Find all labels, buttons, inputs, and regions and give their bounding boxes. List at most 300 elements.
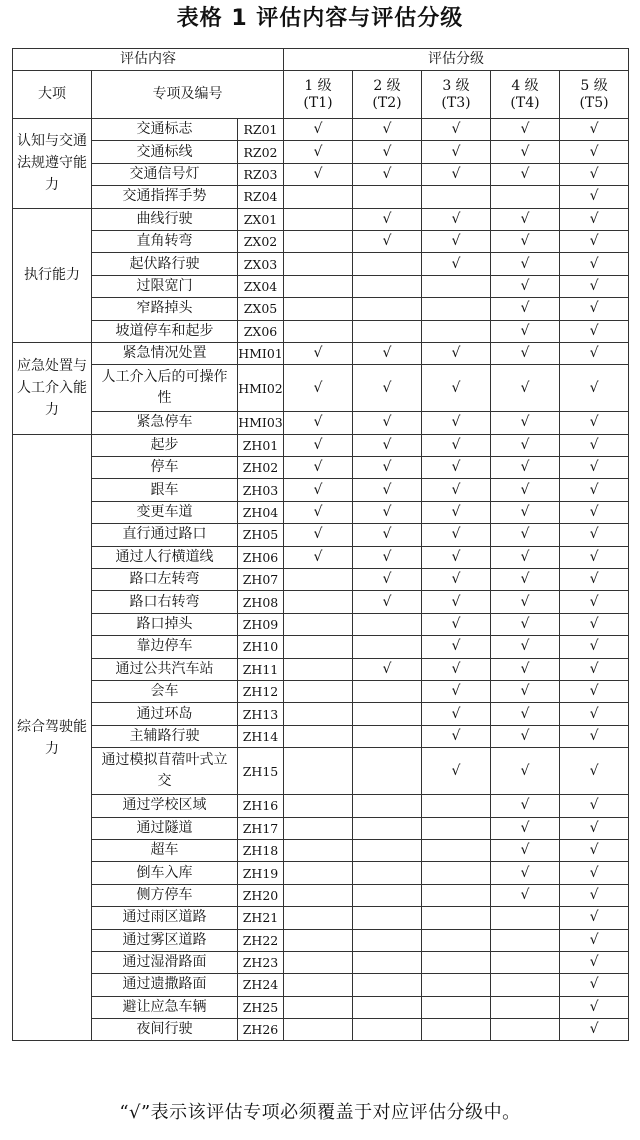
level-5-cell	[560, 703, 629, 725]
check-mark: √	[589, 526, 599, 543]
level-5-cell	[560, 163, 629, 185]
level-name: 2 级	[373, 77, 401, 94]
level-2-cell	[353, 208, 422, 230]
check-mark: √	[589, 571, 599, 588]
table-row	[13, 996, 629, 1018]
table-row	[13, 342, 629, 364]
check-mark: √	[589, 322, 599, 339]
level-5-cell	[560, 1019, 629, 1041]
item-code-cell: ZH16	[238, 795, 284, 817]
check-mark: √	[589, 121, 599, 138]
level-3-cell	[422, 996, 491, 1018]
level-3-cell	[422, 501, 491, 523]
check-mark: √	[382, 459, 392, 476]
item-code-cell: ZH23	[238, 951, 284, 973]
check-mark: √	[520, 379, 530, 396]
item-code-cell: ZH04	[238, 501, 284, 523]
item-name-cell: 通过环岛	[92, 703, 238, 725]
check-mark: √	[589, 797, 599, 814]
level-4-cell	[491, 342, 560, 364]
level-1-cell	[284, 748, 353, 795]
level-4-cell	[491, 703, 560, 725]
table-row	[13, 119, 629, 141]
header-level-4	[491, 71, 560, 119]
level-4-cell	[491, 479, 560, 501]
check-mark: √	[313, 379, 323, 396]
check-mark: √	[451, 459, 461, 476]
check-mark: √	[520, 300, 530, 317]
level-3-cell	[422, 884, 491, 906]
item-name-cell: 坡道停车和起步	[92, 320, 238, 342]
level-3-cell	[422, 703, 491, 725]
level-4-cell	[491, 434, 560, 456]
level-1-cell	[284, 141, 353, 163]
check-mark: √	[520, 571, 530, 588]
level-5-cell	[560, 208, 629, 230]
check-mark: √	[451, 727, 461, 744]
table-row	[13, 636, 629, 658]
item-code-cell: ZH17	[238, 817, 284, 839]
check-mark: √	[589, 165, 599, 182]
item-code-cell: RZ04	[238, 186, 284, 208]
check-mark: √	[520, 864, 530, 881]
check-mark: √	[589, 143, 599, 160]
level-1-cell	[284, 569, 353, 591]
level-name: 4 级	[511, 77, 539, 94]
item-code-cell: ZH14	[238, 725, 284, 747]
level-5-cell	[560, 479, 629, 501]
item-name-cell: 起步	[92, 434, 238, 456]
level-2-cell	[353, 862, 422, 884]
category-cell: 综合驾驶能力	[13, 434, 92, 1041]
check-mark: √	[451, 593, 461, 610]
item-name-cell: 过限宽门	[92, 275, 238, 297]
check-mark: √	[382, 481, 392, 498]
item-code-cell: ZH15	[238, 748, 284, 795]
check-mark: √	[520, 638, 530, 655]
level-code: (T1)	[303, 94, 333, 111]
level-2-cell	[353, 434, 422, 456]
table-row	[13, 186, 629, 208]
level-2-cell	[353, 479, 422, 501]
check-mark: √	[451, 210, 461, 227]
check-mark: √	[589, 976, 599, 993]
level-3-cell	[422, 141, 491, 163]
check-mark: √	[520, 143, 530, 160]
category-cell: 认知与交通法规遵守能力	[13, 119, 92, 209]
category-cell: 应急处置与人工介入能力	[13, 342, 92, 434]
item-code-cell: ZH19	[238, 862, 284, 884]
level-2-cell	[353, 412, 422, 434]
check-mark: √	[451, 705, 461, 722]
level-4-cell	[491, 141, 560, 163]
level-4-cell	[491, 907, 560, 929]
item-name-cell: 避让应急车辆	[92, 996, 238, 1018]
item-name-cell: 窄路掉头	[92, 298, 238, 320]
table-row	[13, 907, 629, 929]
level-1-cell	[284, 907, 353, 929]
level-1-cell	[284, 119, 353, 141]
check-mark: √	[451, 548, 461, 565]
check-mark: √	[313, 504, 323, 521]
check-mark: √	[520, 886, 530, 903]
table-row	[13, 795, 629, 817]
level-1-cell	[284, 457, 353, 479]
level-2-cell	[353, 546, 422, 568]
item-name-cell: 变更车道	[92, 501, 238, 523]
level-1-cell	[284, 817, 353, 839]
header-category: 大项	[13, 71, 92, 119]
level-4-cell	[491, 748, 560, 795]
check-mark: √	[382, 593, 392, 610]
level-4-cell	[491, 680, 560, 702]
level-5-cell	[560, 119, 629, 141]
check-mark: √	[520, 842, 530, 859]
item-name-cell: 紧急停车	[92, 412, 238, 434]
level-2-cell	[353, 1019, 422, 1041]
level-4-cell	[491, 119, 560, 141]
check-mark: √	[451, 481, 461, 498]
item-code-cell: ZX06	[238, 320, 284, 342]
level-4-cell	[491, 817, 560, 839]
level-2-cell	[353, 591, 422, 613]
level-4-cell	[491, 457, 560, 479]
check-mark: √	[451, 414, 461, 431]
check-mark: √	[382, 345, 392, 362]
level-5-cell	[560, 839, 629, 861]
level-3-cell	[422, 795, 491, 817]
level-2-cell	[353, 298, 422, 320]
level-3-cell	[422, 907, 491, 929]
level-4-cell	[491, 862, 560, 884]
check-mark: √	[520, 436, 530, 453]
level-5-cell	[560, 795, 629, 817]
level-2-cell	[353, 141, 422, 163]
level-5-cell	[560, 613, 629, 635]
level-4-cell	[491, 524, 560, 546]
check-mark: √	[451, 683, 461, 700]
table-row	[13, 434, 629, 456]
level-4-cell	[491, 569, 560, 591]
level-code: (T2)	[372, 94, 402, 111]
check-mark: √	[589, 300, 599, 317]
check-mark: √	[520, 797, 530, 814]
item-code-cell: ZH07	[238, 569, 284, 591]
level-1-cell	[284, 208, 353, 230]
check-mark: √	[589, 379, 599, 396]
level-4-cell	[491, 546, 560, 568]
check-mark: √	[451, 571, 461, 588]
level-3-cell	[422, 320, 491, 342]
check-mark: √	[313, 143, 323, 160]
check-mark: √	[520, 255, 530, 272]
table-row	[13, 817, 629, 839]
level-1-cell	[284, 974, 353, 996]
check-mark: √	[451, 255, 461, 272]
level-1-cell	[284, 412, 353, 434]
level-3-cell	[422, 591, 491, 613]
check-mark: √	[313, 121, 323, 138]
level-1-cell	[284, 613, 353, 635]
level-1-cell	[284, 658, 353, 680]
check-mark: √	[382, 571, 392, 588]
header-level-5	[560, 71, 629, 119]
item-name-cell: 通过学校区域	[92, 795, 238, 817]
check-mark: √	[451, 762, 461, 779]
level-1-cell	[284, 839, 353, 861]
check-mark: √	[382, 210, 392, 227]
item-name-cell: 曲线行驶	[92, 208, 238, 230]
level-2-cell	[353, 839, 422, 861]
level-4-cell	[491, 591, 560, 613]
level-5-cell	[560, 725, 629, 747]
level-5-cell	[560, 365, 629, 412]
item-code-cell: HMI03	[238, 412, 284, 434]
item-name-cell: 跟车	[92, 479, 238, 501]
check-mark: √	[589, 998, 599, 1015]
table-row	[13, 230, 629, 252]
check-mark: √	[589, 459, 599, 476]
check-mark: √	[520, 481, 530, 498]
item-code-cell: ZH18	[238, 839, 284, 861]
level-1-cell	[284, 795, 353, 817]
table-row	[13, 839, 629, 861]
level-3-cell	[422, 1019, 491, 1041]
level-2-cell	[353, 457, 422, 479]
level-1-cell	[284, 591, 353, 613]
check-mark: √	[589, 277, 599, 294]
level-3-cell	[422, 457, 491, 479]
level-1-cell	[284, 320, 353, 342]
level-4-cell	[491, 412, 560, 434]
check-mark: √	[520, 414, 530, 431]
item-name-cell: 交通指挥手势	[92, 186, 238, 208]
level-code: (T4)	[510, 94, 540, 111]
level-3-cell	[422, 119, 491, 141]
level-3-cell	[422, 636, 491, 658]
table-row	[13, 974, 629, 996]
check-mark: √	[589, 727, 599, 744]
check-mark: √	[520, 616, 530, 632]
item-code-cell: ZH03	[238, 479, 284, 501]
check-mark: √	[382, 379, 392, 396]
check-mark: √	[520, 504, 530, 521]
level-1-cell	[284, 996, 353, 1018]
level-2-cell	[353, 680, 422, 702]
level-5-cell	[560, 434, 629, 456]
check-mark: √	[589, 1021, 599, 1038]
item-code-cell: ZH08	[238, 591, 284, 613]
level-2-cell	[353, 907, 422, 929]
level-4-cell	[491, 951, 560, 973]
item-name-cell: 倒车入库	[92, 862, 238, 884]
table-row	[13, 1019, 629, 1041]
header-level-2	[353, 71, 422, 119]
check-mark: √	[451, 660, 461, 677]
check-mark: √	[589, 436, 599, 453]
item-name-cell: 侧方停车	[92, 884, 238, 906]
level-2-cell	[353, 951, 422, 973]
level-4-cell	[491, 501, 560, 523]
level-5-cell	[560, 457, 629, 479]
check-mark: √	[520, 683, 530, 700]
table-body	[13, 49, 629, 1041]
check-mark: √	[451, 165, 461, 182]
item-code-cell: ZX05	[238, 298, 284, 320]
table-row	[13, 703, 629, 725]
item-code-cell: ZH01	[238, 434, 284, 456]
level-1-cell	[284, 434, 353, 456]
level-5-cell	[560, 817, 629, 839]
check-mark: √	[520, 548, 530, 565]
check-mark: √	[451, 638, 461, 655]
level-1-cell	[284, 862, 353, 884]
level-4-cell	[491, 795, 560, 817]
table-row	[13, 320, 629, 342]
item-name-cell: 直行通过路口	[92, 524, 238, 546]
check-mark: √	[520, 277, 530, 294]
table-row	[13, 862, 629, 884]
level-3-cell	[422, 748, 491, 795]
assessment-table	[12, 48, 629, 1041]
level-2-cell	[353, 119, 422, 141]
level-2-cell	[353, 275, 422, 297]
level-5-cell	[560, 298, 629, 320]
item-name-cell: 通过公共汽车站	[92, 658, 238, 680]
item-code-cell: ZH22	[238, 929, 284, 951]
check-mark: √	[589, 255, 599, 272]
header-item: 专项及编号	[92, 71, 284, 119]
check-mark: √	[589, 188, 599, 205]
check-mark: √	[589, 842, 599, 859]
level-2-cell	[353, 230, 422, 252]
item-name-cell: 通过模拟苜蓿叶式立交	[92, 748, 238, 795]
check-mark: √	[520, 459, 530, 476]
level-5-cell	[560, 907, 629, 929]
check-mark: √	[589, 683, 599, 700]
check-mark: √	[382, 504, 392, 521]
level-3-cell	[422, 680, 491, 702]
check-mark: √	[313, 459, 323, 476]
check-mark: √	[589, 548, 599, 565]
level-3-cell	[422, 725, 491, 747]
check-mark: √	[313, 436, 323, 453]
level-2-cell	[353, 996, 422, 1018]
check-mark: √	[589, 819, 599, 836]
level-4-cell	[491, 636, 560, 658]
check-mark: √	[382, 143, 392, 160]
level-2-cell	[353, 501, 422, 523]
level-4-cell	[491, 996, 560, 1018]
level-3-cell	[422, 862, 491, 884]
level-4-cell	[491, 365, 560, 412]
check-mark: √	[451, 616, 461, 632]
level-3-cell	[422, 208, 491, 230]
level-5-cell	[560, 996, 629, 1018]
item-code-cell: ZH02	[238, 457, 284, 479]
check-mark: √	[451, 121, 461, 138]
item-code-cell: ZH21	[238, 907, 284, 929]
item-name-cell: 会车	[92, 680, 238, 702]
level-1-cell	[284, 1019, 353, 1041]
check-mark: √	[382, 414, 392, 431]
check-mark: √	[451, 504, 461, 521]
check-mark: √	[589, 954, 599, 971]
check-mark: √	[589, 414, 599, 431]
level-5-cell	[560, 748, 629, 795]
level-4-cell	[491, 1019, 560, 1041]
check-mark: √	[589, 660, 599, 677]
check-mark: √	[589, 931, 599, 948]
check-mark: √	[451, 143, 461, 160]
header-grading: 评估分级	[284, 49, 629, 71]
level-2-cell	[353, 365, 422, 412]
level-2-cell	[353, 748, 422, 795]
level-3-cell	[422, 298, 491, 320]
level-3-cell	[422, 546, 491, 568]
check-mark: √	[589, 481, 599, 498]
level-4-cell	[491, 974, 560, 996]
level-3-cell	[422, 230, 491, 252]
item-code-cell: ZX03	[238, 253, 284, 275]
table-row	[13, 479, 629, 501]
check-mark: √	[520, 705, 530, 722]
item-name-cell: 路口右转弯	[92, 591, 238, 613]
check-mark: √	[313, 165, 323, 182]
header-content: 评估内容	[13, 49, 284, 71]
item-code-cell: ZH20	[238, 884, 284, 906]
item-name-cell: 主辅路行驶	[92, 725, 238, 747]
level-4-cell	[491, 320, 560, 342]
level-5-cell	[560, 230, 629, 252]
level-4-cell	[491, 253, 560, 275]
check-mark: √	[520, 322, 530, 339]
item-code-cell: ZH13	[238, 703, 284, 725]
check-mark: √	[520, 121, 530, 138]
level-2-cell	[353, 817, 422, 839]
level-5-cell	[560, 186, 629, 208]
level-5-cell	[560, 974, 629, 996]
table-row	[13, 680, 629, 702]
check-mark: √	[451, 526, 461, 543]
check-mark: √	[313, 548, 323, 565]
level-code: (T3)	[441, 94, 471, 111]
level-2-cell	[353, 974, 422, 996]
level-5-cell	[560, 275, 629, 297]
check-mark: √	[520, 660, 530, 677]
item-name-cell: 路口左转弯	[92, 569, 238, 591]
check-mark: √	[589, 233, 599, 250]
table-row	[13, 546, 629, 568]
level-5-cell	[560, 501, 629, 523]
level-5-cell	[560, 929, 629, 951]
item-name-cell: 通过湿滑路面	[92, 951, 238, 973]
level-3-cell	[422, 479, 491, 501]
level-2-cell	[353, 658, 422, 680]
check-mark: √	[382, 548, 392, 565]
item-code-cell: ZH09	[238, 613, 284, 635]
check-mark: √	[451, 233, 461, 250]
item-code-cell: RZ03	[238, 163, 284, 185]
level-1-cell	[284, 703, 353, 725]
item-code-cell: ZH24	[238, 974, 284, 996]
table-row	[13, 569, 629, 591]
level-5-cell	[560, 546, 629, 568]
level-4-cell	[491, 186, 560, 208]
check-mark: √	[313, 345, 323, 362]
check-mark: √	[589, 638, 599, 655]
level-1-cell	[284, 298, 353, 320]
